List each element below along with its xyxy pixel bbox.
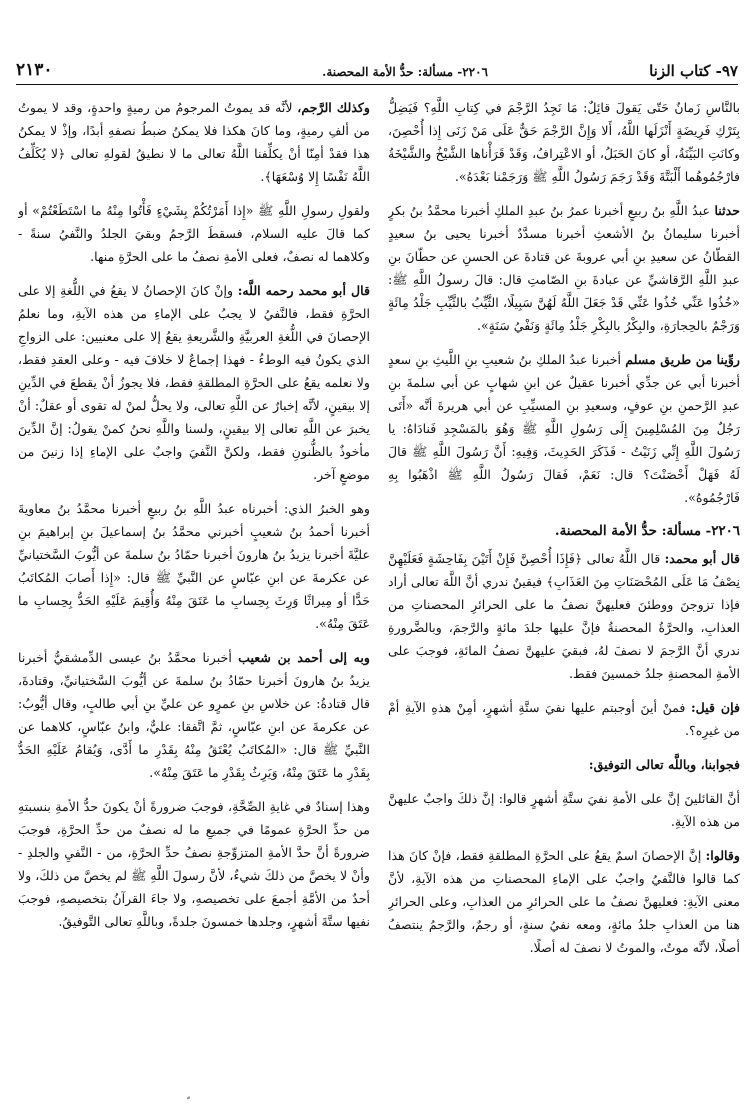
paragraph-text: أخبرنا عبدُ الملكِ بنُ شعيبِ بنِ اللَّيثِ بنِ سعدٍ أخبرنا أبي عن جدِّي أخبرنا عقيلٌ عن ابنِ شهابٍ عن أبي سلمةَ بنِ عبدِ الرَّحمنِ بنِ عوفٍ، وسعيدِ بنِ المسيِّبِ عن أبي هريرةَ أنَّه «أَتَى رَجُلٌ مِنَ المُسْلِمِينَ إِلَى رَسُولِ اللَّهِ ﷺ وَهُوَ بالمَسْجِدِ فَنادَاهُ: يا رَسُولَ اللَّهِ إِنِّي زَنَيْتُ - فَذَكَرَ الحَدِيثَ، وَفِيهِ: أَنَّ رَسُولَ اللَّهِ ﷺ قالَ لَهُ فَهَلْ أَحْصَنْتَ؟ قال: نَعَمْ، فَقالَ رَسُولُ اللَّهِ ﷺ اذْهَبُوا بِهِ فَارْجُمُوهُ». xyxy=(388,352,740,505)
paragraph xyxy=(18,646,370,784)
paragraph-lead: فجوابنا، وباللَّه تعالى التوفيق: xyxy=(588,757,740,772)
paragraph-text: أخبرنا محمَّدُ بنُ عيسى الدِّمشقيُّ أخبرنا يزيدُ بنُ هارونَ أخبرنا حمّادُ بنُ سلمةَ عن أيُّوبَ السَّختيانيِّ، وقتادةَ، قال قتادةُ: عن خلاسِ بنِ عمرٍو عن عليِّ بنِ أبي طالبٍ، وقال أيُّوبُ: عن عكرمةَ عن ابنِ عبّاسٍ، ثمَّ اتَّفقا: عليٌّ، وابنُ عبّاسٍ، كلاهما عن النَّبيِّ ﷺ قال: «المُكاتَبُ يُعْتَقُ مِنْهُ بِقَدْرِ ما أَدَّى، وَيُقامُ عَلَيْهِ الحَدُّ بِقَدْرِ ما عَتَقَ مِنْهُ، وَيَرِثُ بِقَدْرِ ما عَتَقَ مِنْهُ». xyxy=(18,650,370,780)
running-header xyxy=(16,62,738,84)
paragraph-text: فمنْ أينَ أوجبتم عليها نفيَ ستَّةِ أشهرٍ، أمِنْ هذهِ الآيةِ أمْ من غيرِه؟. xyxy=(388,700,740,738)
paragraph xyxy=(388,199,740,337)
paragraph xyxy=(388,753,740,776)
paragraph-lead: قال أبو محمد: xyxy=(664,551,740,566)
paragraph-text: عبدُ اللَّهِ بنُ ربيعٍ أخبرنا عمرُ بنُ عبدِ الملكِ أخبرنا محمَّدُ بنُ بكرٍ أخبرنا سليمانُ بنُ الأشعثِ أخبرنا مسدَّدٌ أخبرنا يحيى بنُ سعيدٍ القطّانُ عن سعيدِ بنِ أبي عروبةَ عن قتادةَ عن الحسنِ عن حطّانَ بنِ عبدِ اللَّهِ الرَّقاشيِّ عن عبادةَ بنِ الصّامتِ قال: قالَ رسولُ اللَّهِ ﷺ: «خُذُوا عَنِّي خُذُوا عَنِّي قَدْ جَعَلَ اللَّهُ لَهُنَّ سَبِيلًا، الثَّيِّبُ بالثَّيِّبِ جَلْدُ مِائَةٍ وَرَجْمٌ بالحِجارَةِ، والبِكْرُ بالبِكْرِ جَلْدُ مِائَةٍ وَنَفْيُ سَنَةٍ». xyxy=(388,203,740,333)
paragraph-text: لأنَّه قد يموتُ المرجومُ من رميةٍ واحدةٍ، وقد لا يموتُ من ألفِ رميةٍ، وما كانَ هكذا فلا يمكنُ ضبطُ نصفهِ أبدًا، وإذْ لا يمكنُ هذا فقدْ أمِنّا أنْ يكلِّفنا اللَّهُ تعالى ما لا نطيقُ لقولهِ تعالى ﴿لا يُكَلِّفُ اللَّهُ نَفْسًا إِلا وُسْعَهَا﴾. xyxy=(18,100,370,184)
paragraph xyxy=(388,844,740,959)
paragraph xyxy=(388,787,740,833)
header-rule xyxy=(16,84,738,85)
left-column xyxy=(18,96,370,1096)
paragraph-text: وإنْ كانَ الإحصانُ لا يقعُ في اللُّغةِ إلا على الحرَّةِ فقط، فالنَّفيُ لا يجبُ على الإماءِ من هذه الآيةِ، وما نعلمُ الإحصانَ في اللُّغةِ العربيَّةِ والشَّريعةِ يقعُ إلا على معنيين: على الزواجِ الذي يكونُ فيه الوطءُ - فهذا إجماعٌ لا خلافَ فيه - وعلى العقدِ فقط، ولا نعلمه يقعُ على الحرَّةِ المطلقةِ فقط، فلا يجوزُ أنْ يقطعَ في الدِّينِ إلا بيقينٍ، لأنَّه إخبارٌ عن اللَّهِ تعالى، ولا يحلُّ لمنْ له تقوى أو عقلٌ: أنْ يخبرَ عن اللَّهِ تعالى إلا بيقينٍ، ولسنا واللَّهِ نحنُ كمنْ يقولُ: إنَّ الدِّينَ مأخوذٌ بالظُّنونِ فقط، ولكنَّ النَّفيَ واجبٌ على الإماءِ إذا زنينَ من موضعٍ آخر. xyxy=(18,283,370,482)
paragraph xyxy=(388,696,740,742)
section-reference: ٢٢٠٦- مسألة: حدُّ الأمة المحصنة. xyxy=(322,65,488,79)
paragraph xyxy=(18,795,370,933)
paragraph-text: وهو الخبرُ الذي: أخبرناه عبدُ اللَّهِ بنُ ربيعٍ أخبرنا محمَّدُ بنُ معاويةَ أخبرنا أحمدُ بنُ شعيبٍ أخبرني محمَّدُ بنُ إسماعيلَ بنِ إبراهيمَ بنِ عليَّةَ أخبرنا يزيدُ بنُ هارونَ أخبرنا حمّادُ بنُ سلمةَ عن أيُّوبَ السَّختيانيِّ عن عكرمةَ عن ابنِ عبّاسٍ عن النَّبيِّ ﷺ قال: «إِذا أَصابَ المُكاتَبُ حَدًّا أو مِيراثًا وَرِثَ بِحِسابِ ما عَتَقَ مِنْهُ وَأُقِيمَ عَلَيْهِ الحَدُّ بِحِسابِ ما عَتَقَ مِنْهُ». xyxy=(18,501,370,631)
paragraph-lead: حدثنا xyxy=(714,203,740,218)
book-title: كتاب الزنا xyxy=(649,62,711,80)
page-header-right: ٩٧- كتاب الزنا xyxy=(649,62,738,80)
paragraph xyxy=(18,199,370,268)
paragraph-lead: قال أبو محمد رحمه اللَّه: xyxy=(237,283,370,298)
paragraph-text: أنَّ القائلينَ إنَّ على الأمةِ نفيَ ستَّةِ أشهرٍ قالوا: إنَّ ذلكَ واجبٌ عليهنَّ من هذه الآيةِ. xyxy=(388,791,740,829)
paragraph-lead: وقالوا: xyxy=(705,848,740,863)
paragraph xyxy=(18,279,370,486)
paragraph xyxy=(388,96,740,188)
paragraph-lead: وكذلك الرَّجم، xyxy=(297,100,370,115)
paragraph xyxy=(388,547,740,685)
paragraph xyxy=(388,348,740,509)
paragraph-lead: وبه إلى أحمد بن شعيب xyxy=(238,650,370,665)
paragraph-lead: فإن قيل: xyxy=(690,700,740,715)
section-heading: ٢٢٠٦- مسألة: حدُّ الأمة المحصنة. xyxy=(554,523,740,539)
paragraph-text: إنَّ الإحصانَ اسمٌ يقعُ على الحرَّةِ المطلقةِ فقط، فإنْ كانَ هذا كما قالوا فالنَّفيُ واجبٌ على الإماءِ المحصناتِ من هذه الآيةِ، لأنَّ معنى الآيةِ: فعليهنَّ نصفُ ما على الحرائرِ من العذابِ، وعلى الحرائرِ هنا من العذابِ جلدُ مائةٍ، ومعه نفيُ سنةٍ، أو رجمٌ، والرَّجمُ ينتصفُ أصلًا، لأنَّه موتٌ، والموتُ لا نصفَ له أصلًا. xyxy=(388,848,740,955)
paragraph-text: بالنَّاسِ زَمانٌ حَتّى يَقولَ قائِلٌ: مَا نَجِدُ الرَّجْمَ في كِتابِ اللَّهِ؟ فَيَضِلُّ بِتَرْكِ فَرِيضَةٍ أَنْزَلَها اللَّهُ، أَلا وَإِنَّ الرَّجْمَ حَقٌّ عَلَى مَنْ زَنَى إِذا أُحْصِنَ، وكانَتِ البَيِّنَةُ، أو كانَ الحَبَلُ، أو الاعْتِرافُ، وَقَدْ قَرَأْناها الشَّيْخُ والشَّيْخَةُ فارْجُمُوهُما أَلْبَتَّةَ وَقَدْ رَجَمَ رَسُولُ اللَّهِ ﷺ وَرَجَمْنا بَعْدَهُ». xyxy=(388,100,740,184)
paragraph-text: قال اللَّهُ تعالى ﴿فَإِذَا أُحْصِنَّ فَإِنْ أَتَيْنَ بِفَاحِشَةٍ فَعَلَيْهِنَّ نِصْفُ مَا عَلَى المُحْصَنَاتِ مِنَ العَذَابِ﴾ فيقينٌ ندري أنَّ اللَّهَ تعالى أراد فإذا تزوجنَ ووطئنَ فعليهنَّ نصفُ ما على الحرائرِ المحصناتِ من العذابِ، والحرَّةُ المحصنةُ فإنَّ عليها جلدَ مائةٍ والرَّجمَ، وبالضَّرورةِ ندري أنَّ الرَّجمَ لا نصفَ لهُ، فبقيَ عليهنَّ نصفُ المائةِ، فوجبَ على الأمةِ المحصنةِ جلدُ خمسينَ فقط. xyxy=(388,551,740,681)
page-number: ٩٧ xyxy=(721,62,738,80)
right-column xyxy=(388,96,740,1096)
folio-number: ٢١٣٠ xyxy=(16,60,53,80)
paragraph xyxy=(18,497,370,635)
paragraph-text: ولقولِ رسولِ اللَّهِ ﷺ «إِذا أَمَرْتُكُمْ بِشَيْءٍ فَأْتُوا مِنْهُ ما اسْتَطَعْتُمْ» أو كما قالَ عليه السلام، فسقطَ الرَّجمُ وبقيَ الجلدُ والنَّفيُ سنةً - وكلاهما له نصفٌ، فعلى الأمةِ نصفُ ما على الحرَّةِ منها. xyxy=(18,203,370,264)
paragraph-text: وهذا إسنادٌ في غايةِ الصِّحَّةِ، فوجبَ ضرورةً أنْ يكونَ حدُّ الأمةِ بنسبتهِ من حدِّ الحرَّةِ عمومًا في جميعِ ما له نصفٌ من حدِّ الحرَّةِ، فوجبَ ضرورةً أنَّ حدَّ الأمةِ المتزوِّجةِ نصفُ حدِّ الحرَّةِ، من - النَّفيِ والجلدِ - وأنْ لا يخصَّ من ذلكَ شيءٌ، لأنَّ رسولَ اللَّهِ ﷺ لم يخصَّ من ذلكَ، ولا أحدٌ من الأمَّةِ أجمعَ على تخصيصهِ، ولا جاءَ القرآنُ بتخصيصهِ، فوجبَ نفيها ستَّةَ أشهرٍ، وجلدها خمسونَ جلدةً، وباللَّهِ تعالى التَّوفيقُ. xyxy=(18,799,370,929)
paragraph-lead: روِّينا من طريق مسلم xyxy=(625,352,740,367)
paragraph xyxy=(18,96,370,188)
